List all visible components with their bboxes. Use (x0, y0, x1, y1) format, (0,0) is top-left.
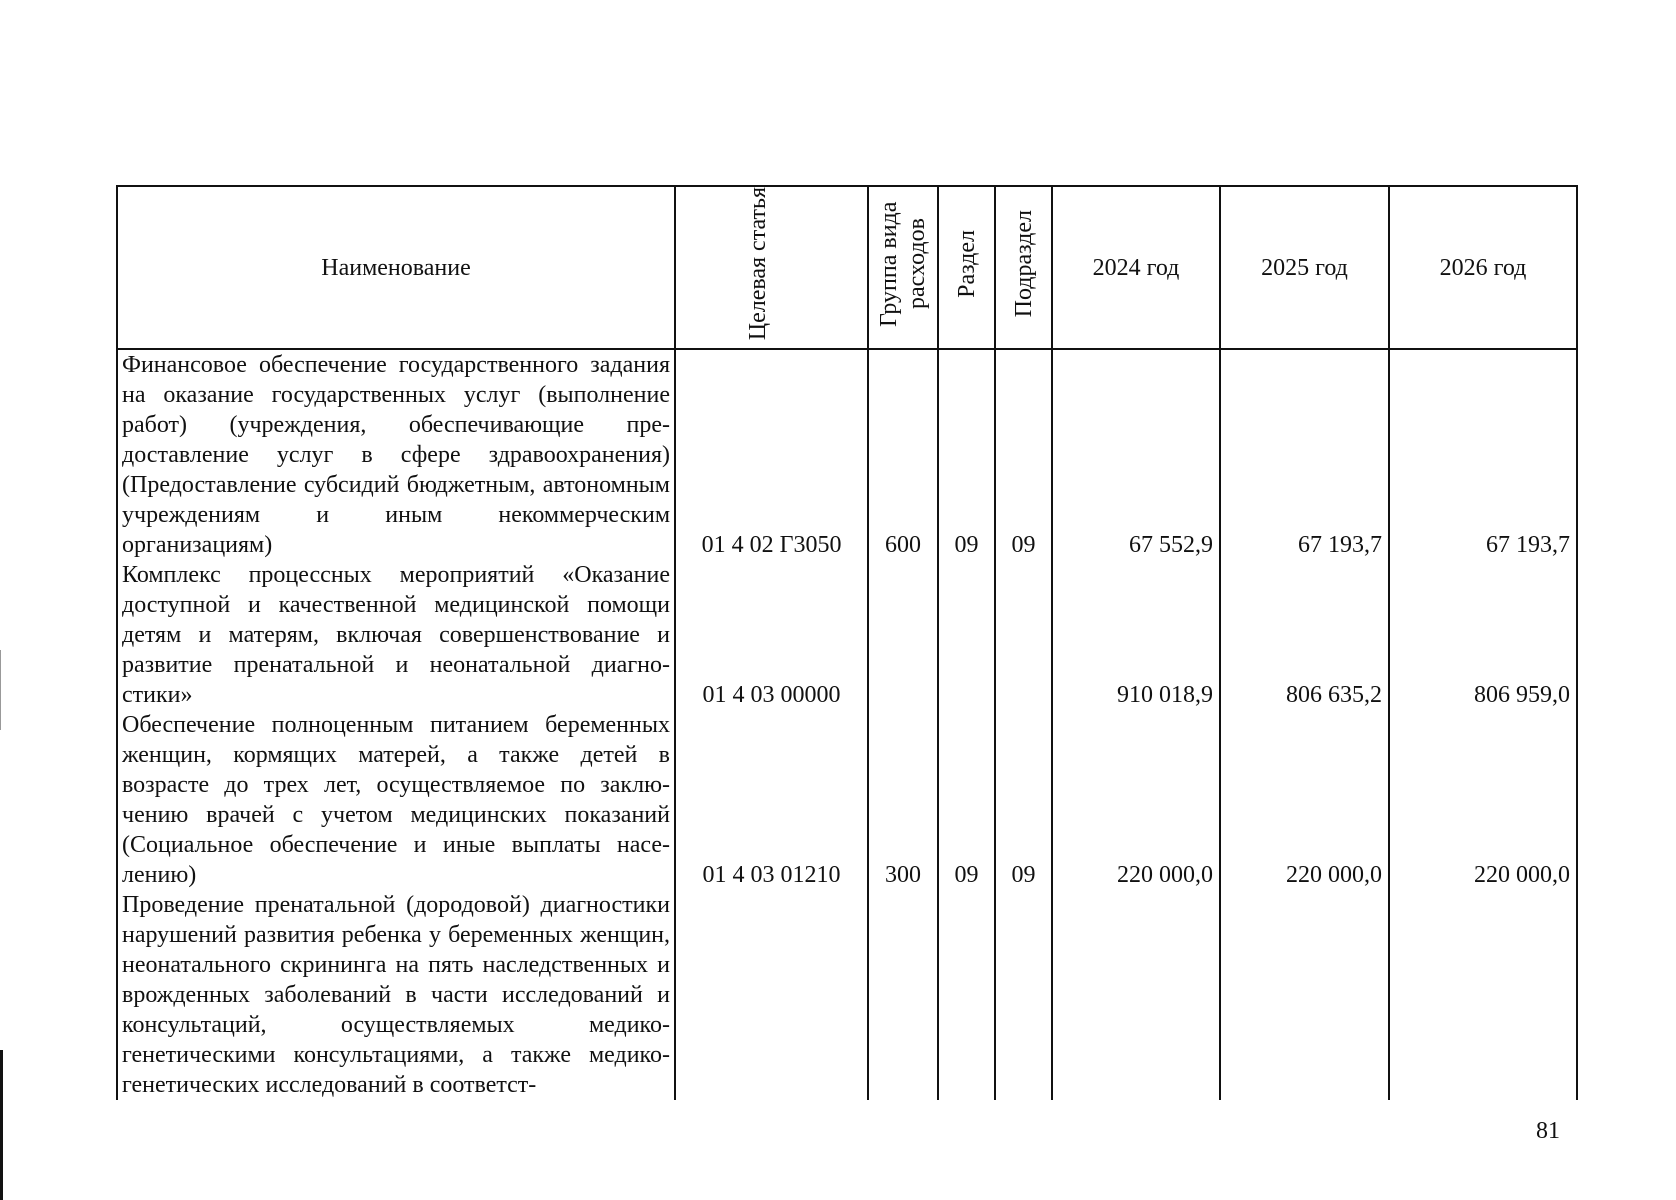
row-value-2024: 67 552,9 (1052, 349, 1220, 560)
page-number: 81 (1536, 1118, 1560, 1144)
scan-edge-bar (0, 1050, 3, 1200)
row-value-2024: 220 000,0 (1052, 710, 1220, 890)
header-2024 (1052, 186, 1220, 349)
scan-edge-mark (0, 650, 1, 730)
row-name: Комплекс процессных мероприятий «Оказание доступной и качественной медицинской помощи детям и матерям, включая совершенствование и развитие пренатальной и неонатальной диагностики» (117, 560, 675, 710)
row-value-2025: 220 000,0 (1220, 710, 1389, 890)
row-subsection (995, 890, 1052, 1100)
header-subsection-text: Подраздел (1010, 209, 1037, 318)
table-body (117, 349, 1577, 1100)
header-2024-text: 2024 год (1092, 254, 1180, 281)
header-expense-group (868, 186, 938, 349)
row-value-2026: 806 959,0 (1389, 560, 1577, 710)
header-expense-group-text: Группа вида расходов (876, 200, 930, 327)
header-name (117, 186, 675, 349)
table-row (117, 890, 1577, 1100)
row-expense-group (868, 890, 938, 1100)
row-value-2026: 220 000,0 (1389, 710, 1577, 890)
row-value-2024: 910 018,9 (1052, 560, 1220, 710)
row-name: Финансовое обеспечение государственного задания на оказание государственных услуг (выполнение работ) (учреждения, обеспечивающие предоставление услуг в сфере здравоохранения) (Предоставление субсидий бюджетным, автономным учреждениям и иным некоммерческим организациям) (117, 349, 675, 560)
row-value-2025: 806 635,2 (1220, 560, 1389, 710)
row-name: Проведение пренатальной (дородовой) диагностики нарушений развития ребенка у беременных женщин, неонатального скрининга на пять наследственных и врожденных заболеваний в части исследований и консультаций, осуществляемых медико-генетическими консультациями, а также медико-генетических исследований в соответст- (117, 890, 675, 1100)
header-section-text: Раздел (953, 229, 980, 298)
header-row (117, 186, 1577, 349)
row-value-2026: 67 193,7 (1389, 349, 1577, 560)
row-name: Обеспечение полноценным питанием беременных женщин, кормящих матерей, а также детей в возрасте до трех лет, осуществляемое по заключению врачей с учетом медицинских показаний (Социальное обеспечение и иные выплаты населению) (117, 710, 675, 890)
budget-table (116, 185, 1578, 1100)
row-value-2024 (1052, 890, 1220, 1100)
header-2026 (1389, 186, 1577, 349)
row-expense-group: 300 (868, 710, 938, 890)
row-value-2025: 67 193,7 (1220, 349, 1389, 560)
header-subsection (995, 186, 1052, 349)
header-2026-text: 2026 год (1439, 254, 1527, 281)
row-section (938, 560, 995, 710)
row-target-item (675, 890, 868, 1100)
header-target-item (675, 186, 868, 349)
row-target-item: 01 4 02 Г3050 (675, 349, 868, 560)
row-value-2025 (1220, 890, 1389, 1100)
row-target-item: 01 4 03 00000 (675, 560, 868, 710)
table-row (117, 349, 1577, 560)
row-target-item: 01 4 03 01210 (675, 710, 868, 890)
row-subsection: 09 (995, 349, 1052, 560)
header-2025-text: 2025 год (1261, 254, 1348, 281)
table-row (117, 710, 1577, 890)
header-name-text: Наименование (321, 254, 471, 281)
table-row (117, 560, 1577, 710)
row-section (938, 890, 995, 1100)
row-expense-group: 600 (868, 349, 938, 560)
row-expense-group (868, 560, 938, 710)
row-subsection (995, 560, 1052, 710)
row-value-2026 (1389, 890, 1577, 1100)
header-section (938, 186, 995, 349)
header-target-item-text: Целевая статья (744, 187, 771, 341)
table-header (117, 186, 1577, 349)
header-2025 (1220, 186, 1389, 349)
row-section: 09 (938, 710, 995, 890)
row-subsection: 09 (995, 710, 1052, 890)
row-section: 09 (938, 349, 995, 560)
